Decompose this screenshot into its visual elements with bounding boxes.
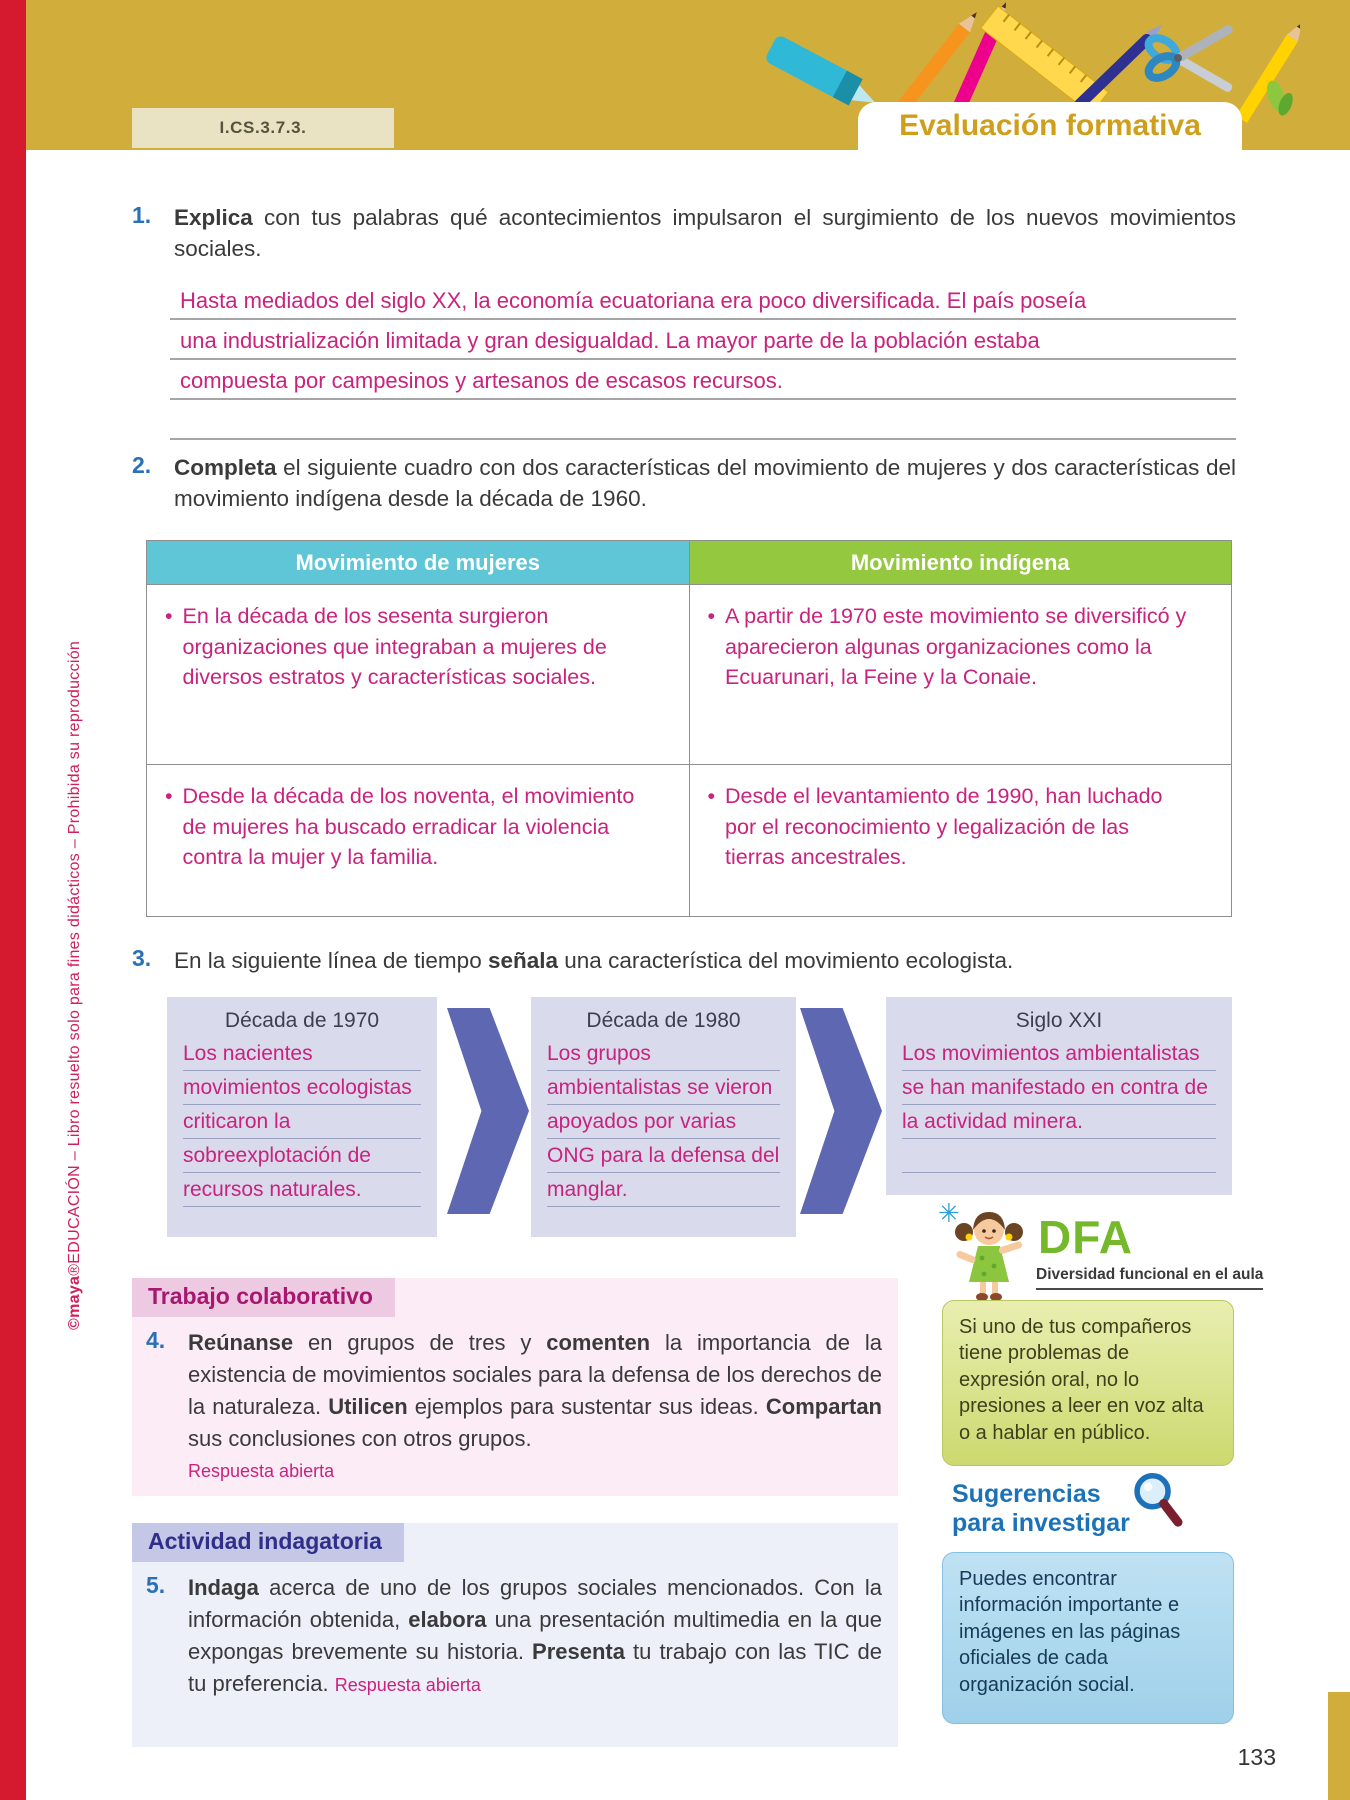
leaf-icon xyxy=(1263,78,1295,117)
timeline-answer: Los movimientos ambientalistas se han manifestado en contra de la actividad minera. xyxy=(902,1037,1216,1185)
page-number: 133 xyxy=(1237,1744,1276,1770)
bullet-icon: • xyxy=(707,784,716,808)
timeline-box-1980 xyxy=(531,997,796,1237)
table-cell-answer: Desde el levantamiento de 1990, han luchado por el reconocimiento y legalización de las tierras ancestrales. xyxy=(725,784,1163,870)
left-red-strip xyxy=(0,0,26,1800)
timeline-arrow-icon xyxy=(447,1008,529,1214)
dfa-girl-illustration xyxy=(950,1206,1028,1302)
question-1-answer-area xyxy=(170,280,1236,440)
timeline-box-siglo-xxi xyxy=(886,997,1232,1195)
answer-line: compuesta por campesinos y artesanos de escasos recursos. xyxy=(170,360,1236,400)
table-row xyxy=(147,765,1232,917)
question-2-number: 2. xyxy=(132,452,152,478)
suggestions-tip-box: Puedes encontrar información importante e imágenes en las páginas oficiales de cada organización social. xyxy=(942,1552,1234,1724)
inquiry-activity-section xyxy=(132,1523,898,1747)
question-4-prompt: Reúnanse en grupos de tres y comenten la importancia de la existencia de movimientos sociales para la defensa de los derechos de la naturaleza. Utilicen ejemplos para sustentar sus ideas. Compartan sus conclusiones con otros grupos. xyxy=(188,1330,882,1451)
movements-table xyxy=(146,540,1232,917)
question-2-prompt: Completa el siguiente cuadro con dos características del movimiento de mujeres y dos características del movimiento indígena desde la década de 1960. xyxy=(174,455,1236,512)
highlighter-icon xyxy=(764,34,882,116)
timeline-answer: Los grupos ambientalistas se vieron apoyados por varias ONG para la defensa del manglar. xyxy=(547,1037,780,1227)
section-title-trabajo-colaborativo: Trabajo colaborativo xyxy=(132,1278,395,1317)
question-1 xyxy=(132,202,1236,440)
question-4-number: 4. xyxy=(146,1327,166,1353)
curriculum-code-badge xyxy=(132,108,394,148)
table-cell-answer: En la década de los sesenta surgieron organizaciones que integraban a mujeres de diversos estratos y características sociales. xyxy=(182,604,607,690)
question-3 xyxy=(132,945,1236,976)
collaborative-work-section xyxy=(132,1278,898,1496)
bullet-icon: • xyxy=(707,604,716,628)
timeline-title: Década de 1980 xyxy=(586,1009,741,1032)
curriculum-code: I.CS.3.7.3. xyxy=(219,118,307,137)
question-5-number: 5. xyxy=(146,1572,166,1598)
question-1-number: 1. xyxy=(132,202,152,228)
open-answer-note: Respuesta abierta xyxy=(334,1674,481,1695)
dfa-subtitle: Diversidad funcional en el aula xyxy=(1036,1266,1263,1290)
question-3-number: 3. xyxy=(132,945,152,971)
copyright-sidebar-text: ©maya®EDUCACIÓN – Libro resuelto solo para fines didácticos – Prohibida su reproducción xyxy=(66,640,83,1330)
timeline-box-1970 xyxy=(167,997,437,1237)
question-5-prompt: Indaga acerca de uno de los grupos sociales mencionados. Con la información obtenida, elabora una presentación multimedia en la que expongas brevemente su historia. Presenta tu trabajo con las TIC de tu preferencia. Respuesta abierta xyxy=(188,1575,882,1696)
question-3-prompt: En la siguiente línea de tiempo señala una característica del movimiento ecologista. xyxy=(174,948,1014,973)
timeline-answer: Los nacientes movimientos ecologistas criticaron la sobreexplotación de recursos naturales. xyxy=(183,1037,421,1227)
dfa-title: DFA xyxy=(1038,1211,1133,1263)
table-row xyxy=(147,585,1232,765)
magnifier-icon xyxy=(1126,1468,1188,1530)
table-header-indigena: Movimiento indígena xyxy=(689,541,1232,585)
question-1-prompt: Explica con tus palabras qué acontecimientos impulsaron el surgimiento de los nuevos movimientos sociales. xyxy=(174,205,1236,262)
question-2 xyxy=(132,452,1236,514)
timeline-title: Década de 1970 xyxy=(224,1009,380,1032)
table-cell-answer: A partir de 1970 este movimiento se diversificó y aparecieron algunas organizaciones como la Ecuarunari, la Feine y la Conaie. xyxy=(725,604,1187,690)
answer-line: Hasta mediados del siglo XX, la economía ecuatoriana era poco diversificada. El país poseía xyxy=(170,280,1236,320)
header-title-box xyxy=(858,102,1242,150)
dfa-tip-box: Si uno de tus compañeros tiene problemas de expresión oral, no lo presiones a leer en voz alta o a hablar en público. xyxy=(942,1300,1234,1466)
bullet-icon: • xyxy=(165,784,173,808)
timeline-title: Siglo XXI xyxy=(1015,1009,1103,1032)
table-cell-answer: Desde la década de los noventa, el movimiento de mujeres ha buscado erradicar la violencia contra la mujer y la familia. xyxy=(182,784,635,870)
answer-line xyxy=(170,400,1236,440)
page-title: Evaluación formativa xyxy=(899,109,1201,142)
sparkle-icon: ✳ xyxy=(938,1198,960,1228)
answer-line: una industrialización limitada y gran desigualdad. La mayor parte de la población estaba xyxy=(170,320,1236,360)
suggestions-title: Sugerencias para investigar xyxy=(952,1480,1130,1537)
timeline-arrow-icon xyxy=(800,1008,882,1214)
table-header-mujeres: Movimiento de mujeres xyxy=(147,541,690,585)
open-answer-note: Respuesta abierta xyxy=(188,1460,335,1481)
section-title-actividad-indagatoria: Actividad indagatoria xyxy=(132,1523,404,1562)
bullet-icon: • xyxy=(165,604,173,628)
bottom-right-gold-strip xyxy=(1328,1692,1350,1800)
